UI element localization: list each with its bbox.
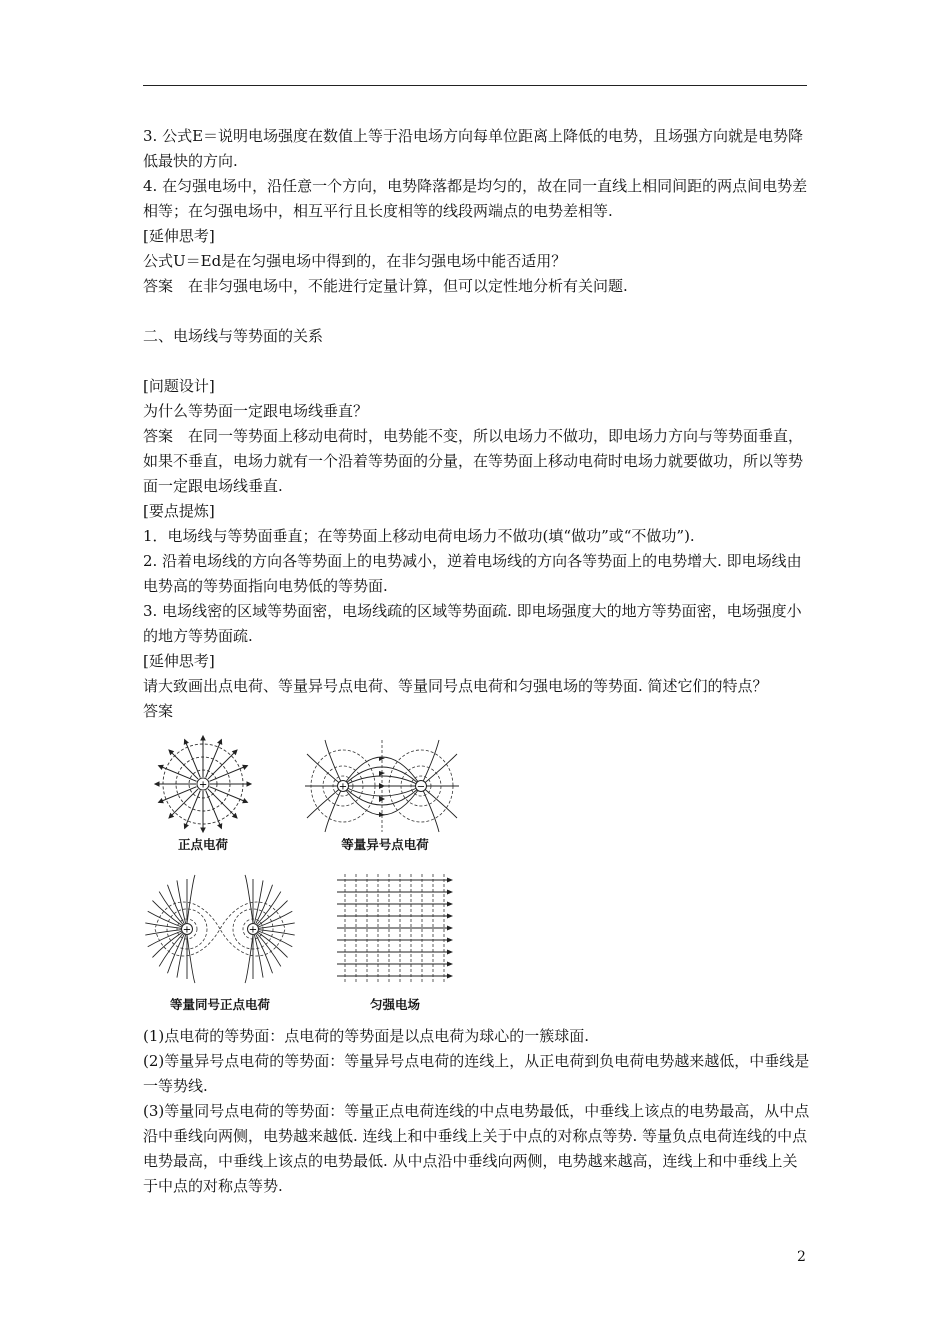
uniform-field-figure — [333, 872, 457, 984]
question: 公式U＝Ed是在匀强电场中得到的，在非匀强电场中能否适用？ — [143, 252, 567, 270]
caption-like-charges: 等量同号正点电荷 — [169, 997, 270, 1012]
paragraph: 3. 公式E＝说明电场强度在数值上等于沿电场方向每单位距离上降低的电势，且场强方向就是电势降低最快的方向. — [143, 127, 804, 170]
like-charges-diagram — [145, 874, 295, 984]
caption-point-charge: 正点电荷 — [177, 837, 228, 852]
section-title: 二、电场线与等势面的关系 — [143, 327, 324, 345]
point-charge-diagram — [151, 732, 255, 836]
page-body — [143, 124, 811, 1199]
question: 请大致画出点电荷、等量异号点电荷、等量同号点电荷和匀强电场的等势面. 简述它们的特点？ — [143, 677, 768, 695]
page-number: 2 — [797, 1249, 806, 1265]
extension-thinking-label: [延伸思考] — [143, 227, 215, 245]
opposite-charges-diagram — [299, 736, 465, 836]
conclusion: (3)等量同号点电荷的等势面：等量正点电荷连线的中点电势最低，中垂线上该点的电势最高，从中点沿中垂线向两侧，电势越来越低. 连线上和中垂线上关于中点的对称点等势. 等量负点电荷连线的中点电势最高，中垂线上该点的电势最低. 从中点沿中垂线向两侧，电势越来越高，连线上和中垂线上关于中点的对称点等势. — [143, 1102, 810, 1195]
question: 为什么等势面一定跟电场线垂直？ — [143, 402, 369, 420]
field-line-figures — [143, 730, 811, 1020]
uniform-field-diagram — [333, 872, 457, 984]
minus-symbol: − — [416, 781, 426, 793]
opposite-charges-figure — [299, 736, 465, 836]
key-points-label: [要点提炼] — [143, 502, 215, 520]
plus-symbol: + — [182, 924, 192, 936]
answer-label: 答案 — [143, 702, 174, 720]
key-point: 1．电场线与等势面垂直；在等势面上移动电荷电场力不做功(填“做功”或“不做功”). — [143, 527, 695, 545]
plus-symbol: + — [248, 924, 258, 936]
conclusion: (1)点电荷的等势面：点电荷的等势面是以点电荷为球心的一簇球面. — [143, 1027, 590, 1045]
header-rule — [143, 85, 807, 86]
plus-symbol: + — [198, 779, 208, 791]
point-charge-figure — [151, 732, 255, 836]
key-point: 2. 沿着电场线的方向各等势面上的电势减小，逆着电场线的方向各等势面上的电势增大. 即电场线由电势高的等势面指向电势低的等势面. — [143, 552, 802, 595]
answer: 答案 在同一等势面上移动电荷时，电势能不变，所以电场力不做功，即电场力方向与等势面垂直，如果不垂直，电场力就有一个沿着等势面的分量，在等势面上移动电荷时电场力就要做功，所以等势面一定跟电场线垂直. — [143, 427, 804, 495]
caption-uniform-field: 匀强电场 — [369, 997, 420, 1012]
like-charges-figure — [145, 874, 295, 984]
caption-opposite-charges: 等量异号点电荷 — [341, 837, 429, 852]
problem-design-label: [问题设计] — [143, 377, 215, 395]
plus-symbol: + — [338, 781, 348, 793]
conclusion: (2)等量异号点电荷的等势面：等量异号点电荷的连线上，从正电荷到负电荷电势越来越低，中垂线是一等势线. — [143, 1052, 810, 1095]
key-point: 3. 电场线密的区域等势面密，电场线疏的区域等势面疏. 即电场强度大的地方等势面密，电场强度小的地方等势面疏. — [143, 602, 802, 645]
extension-thinking-label: [延伸思考] — [143, 652, 215, 670]
answer: 答案 在非匀强电场中，不能进行定量计算，但可以定性地分析有关问题. — [143, 277, 628, 295]
paragraph: 4. 在匀强电场中，沿任意一个方向，电势降落都是均匀的，故在同一直线上相同间距的两点间电势差相等；在匀强电场中，相互平行且长度相等的线段两端点的电势差相等. — [143, 177, 808, 220]
